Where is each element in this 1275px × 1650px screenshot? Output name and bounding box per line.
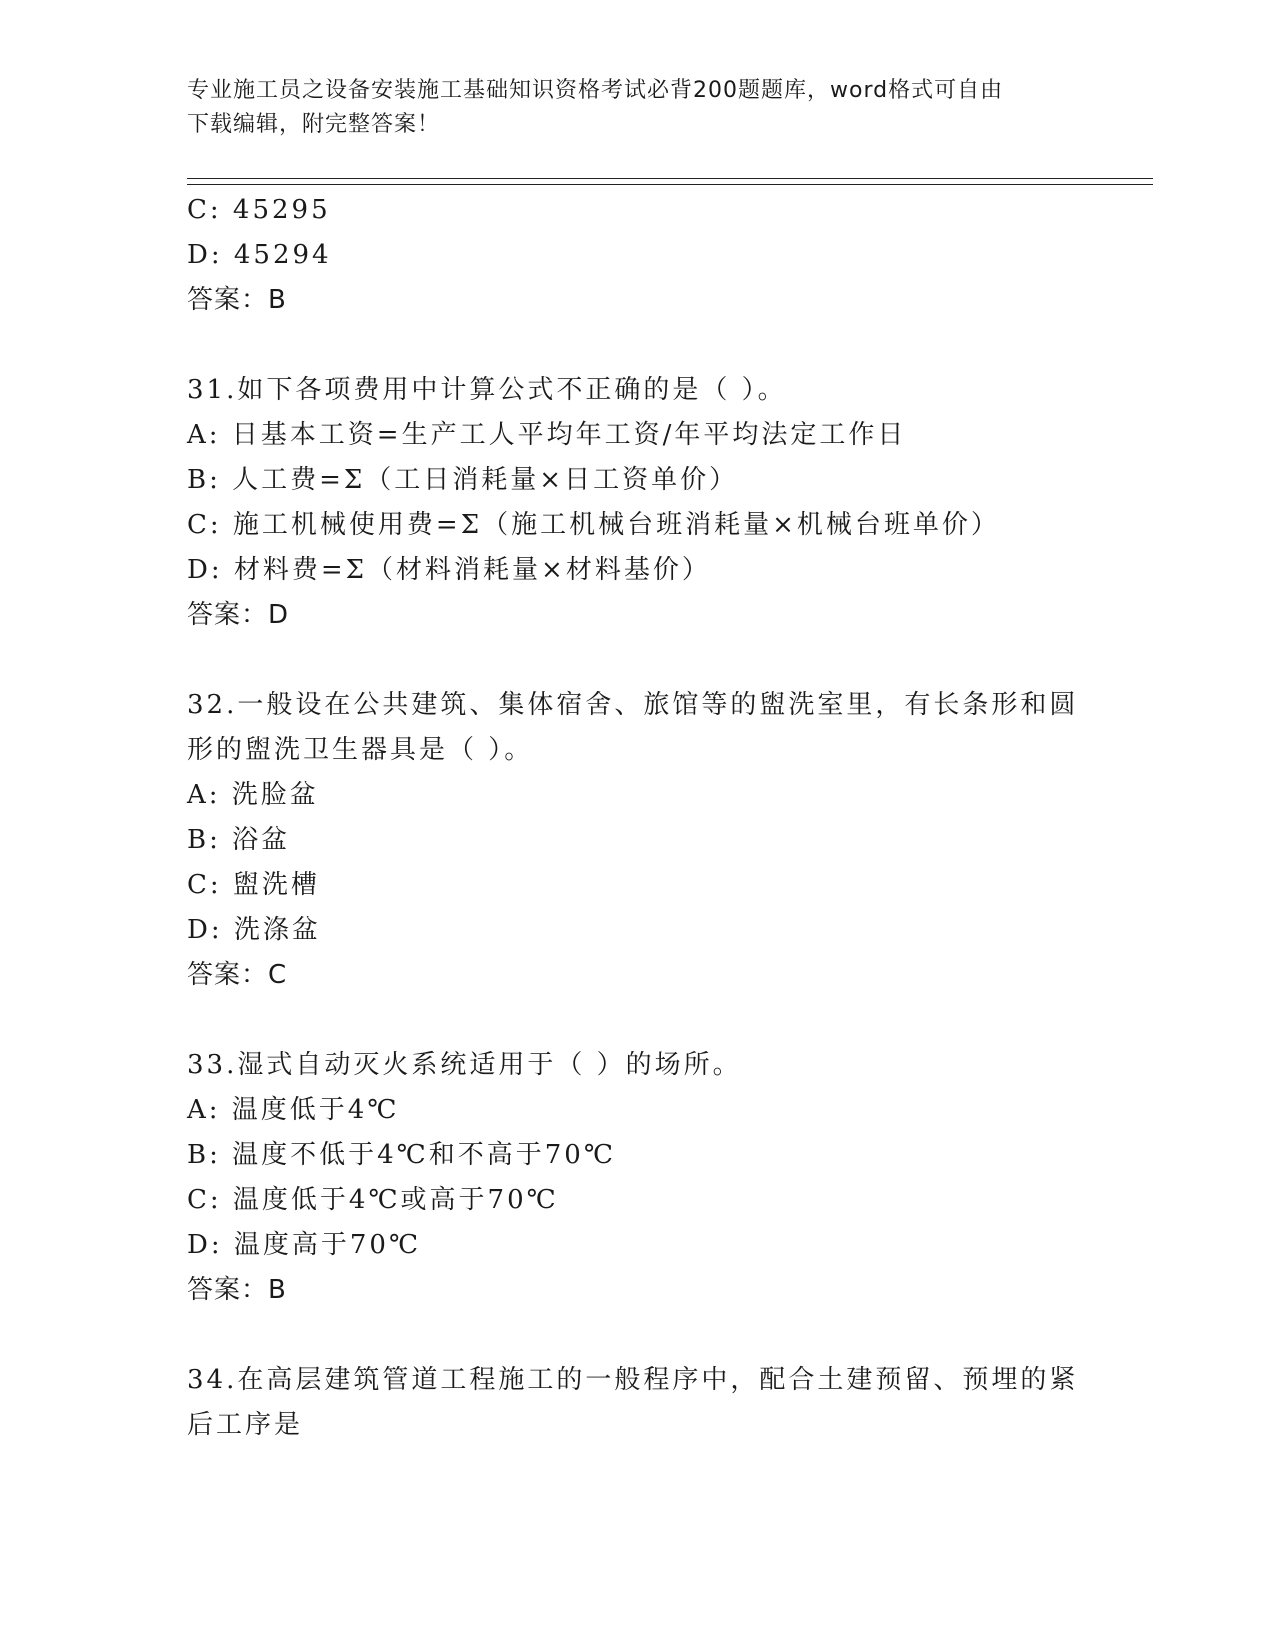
option-b: B: 温度不低于4℃和不高于70℃ <box>187 1140 616 1170</box>
question-stem-line-2: 后工序是 <box>187 1410 304 1440</box>
option-a: A: 洗脸盆 <box>187 780 319 810</box>
page-header <box>187 74 1067 142</box>
option-c: C: 施工机械使用费=Σ（施工机械台班消耗量×机械台班单价） <box>187 510 1000 540</box>
question-31 <box>187 368 1067 638</box>
option-c: C: 45295 <box>187 195 331 225</box>
answer: 答案：D <box>187 600 290 630</box>
option-a: A: 日基本工资=生产工人平均年工资/年平均法定工作日 <box>187 420 907 450</box>
question-33 <box>187 1043 1067 1313</box>
header-line-1: 专业施工员之设备安装施工基础知识资格考试必背200题题库，word格式可自由 <box>187 78 1004 103</box>
answer: 答案：C <box>187 960 288 990</box>
question-stem-line-1: 34.在高层建筑管道工程施工的一般程序中，配合土建预留、预埋的紧 <box>187 1365 1079 1395</box>
option-b: B: 浴盆 <box>187 825 291 855</box>
document-body <box>187 188 1079 1448</box>
answer: 答案：B <box>187 1275 287 1305</box>
option-c: C: 温度低于4℃或高于70℃ <box>187 1185 559 1215</box>
answer: 答案：B <box>187 285 287 315</box>
question-32 <box>187 683 1079 998</box>
question-stem: 33.湿式自动灭火系统适用于（ ）的场所。 <box>187 1050 742 1080</box>
option-b: B: 人工费=Σ（工日消耗量×日工资单价） <box>187 465 739 495</box>
option-d: D: 材料费=Σ（材料消耗量×材料基价） <box>187 555 711 585</box>
header-divider <box>187 178 1153 185</box>
option-c: C: 盥洗槽 <box>187 870 320 900</box>
question-30-tail <box>187 188 1067 323</box>
question-34 <box>187 1358 1079 1448</box>
question-stem: 31.如下各项费用中计算公式不正确的是（ ）。 <box>187 375 787 405</box>
question-stem-line-1: 32.一般设在公共建筑、集体宿舍、旅馆等的盥洗室里，有长条形和圆 <box>187 690 1079 720</box>
option-d: D: 45294 <box>187 240 332 270</box>
header-line-2: 下载编辑，附完整答案！ <box>187 112 441 137</box>
question-stem-line-2: 形的盥洗卫生器具是（ ）。 <box>187 735 534 765</box>
option-d: D: 温度高于70℃ <box>187 1230 422 1260</box>
option-d: D: 洗涤盆 <box>187 915 321 945</box>
option-a: A: 温度低于4℃ <box>187 1095 400 1125</box>
